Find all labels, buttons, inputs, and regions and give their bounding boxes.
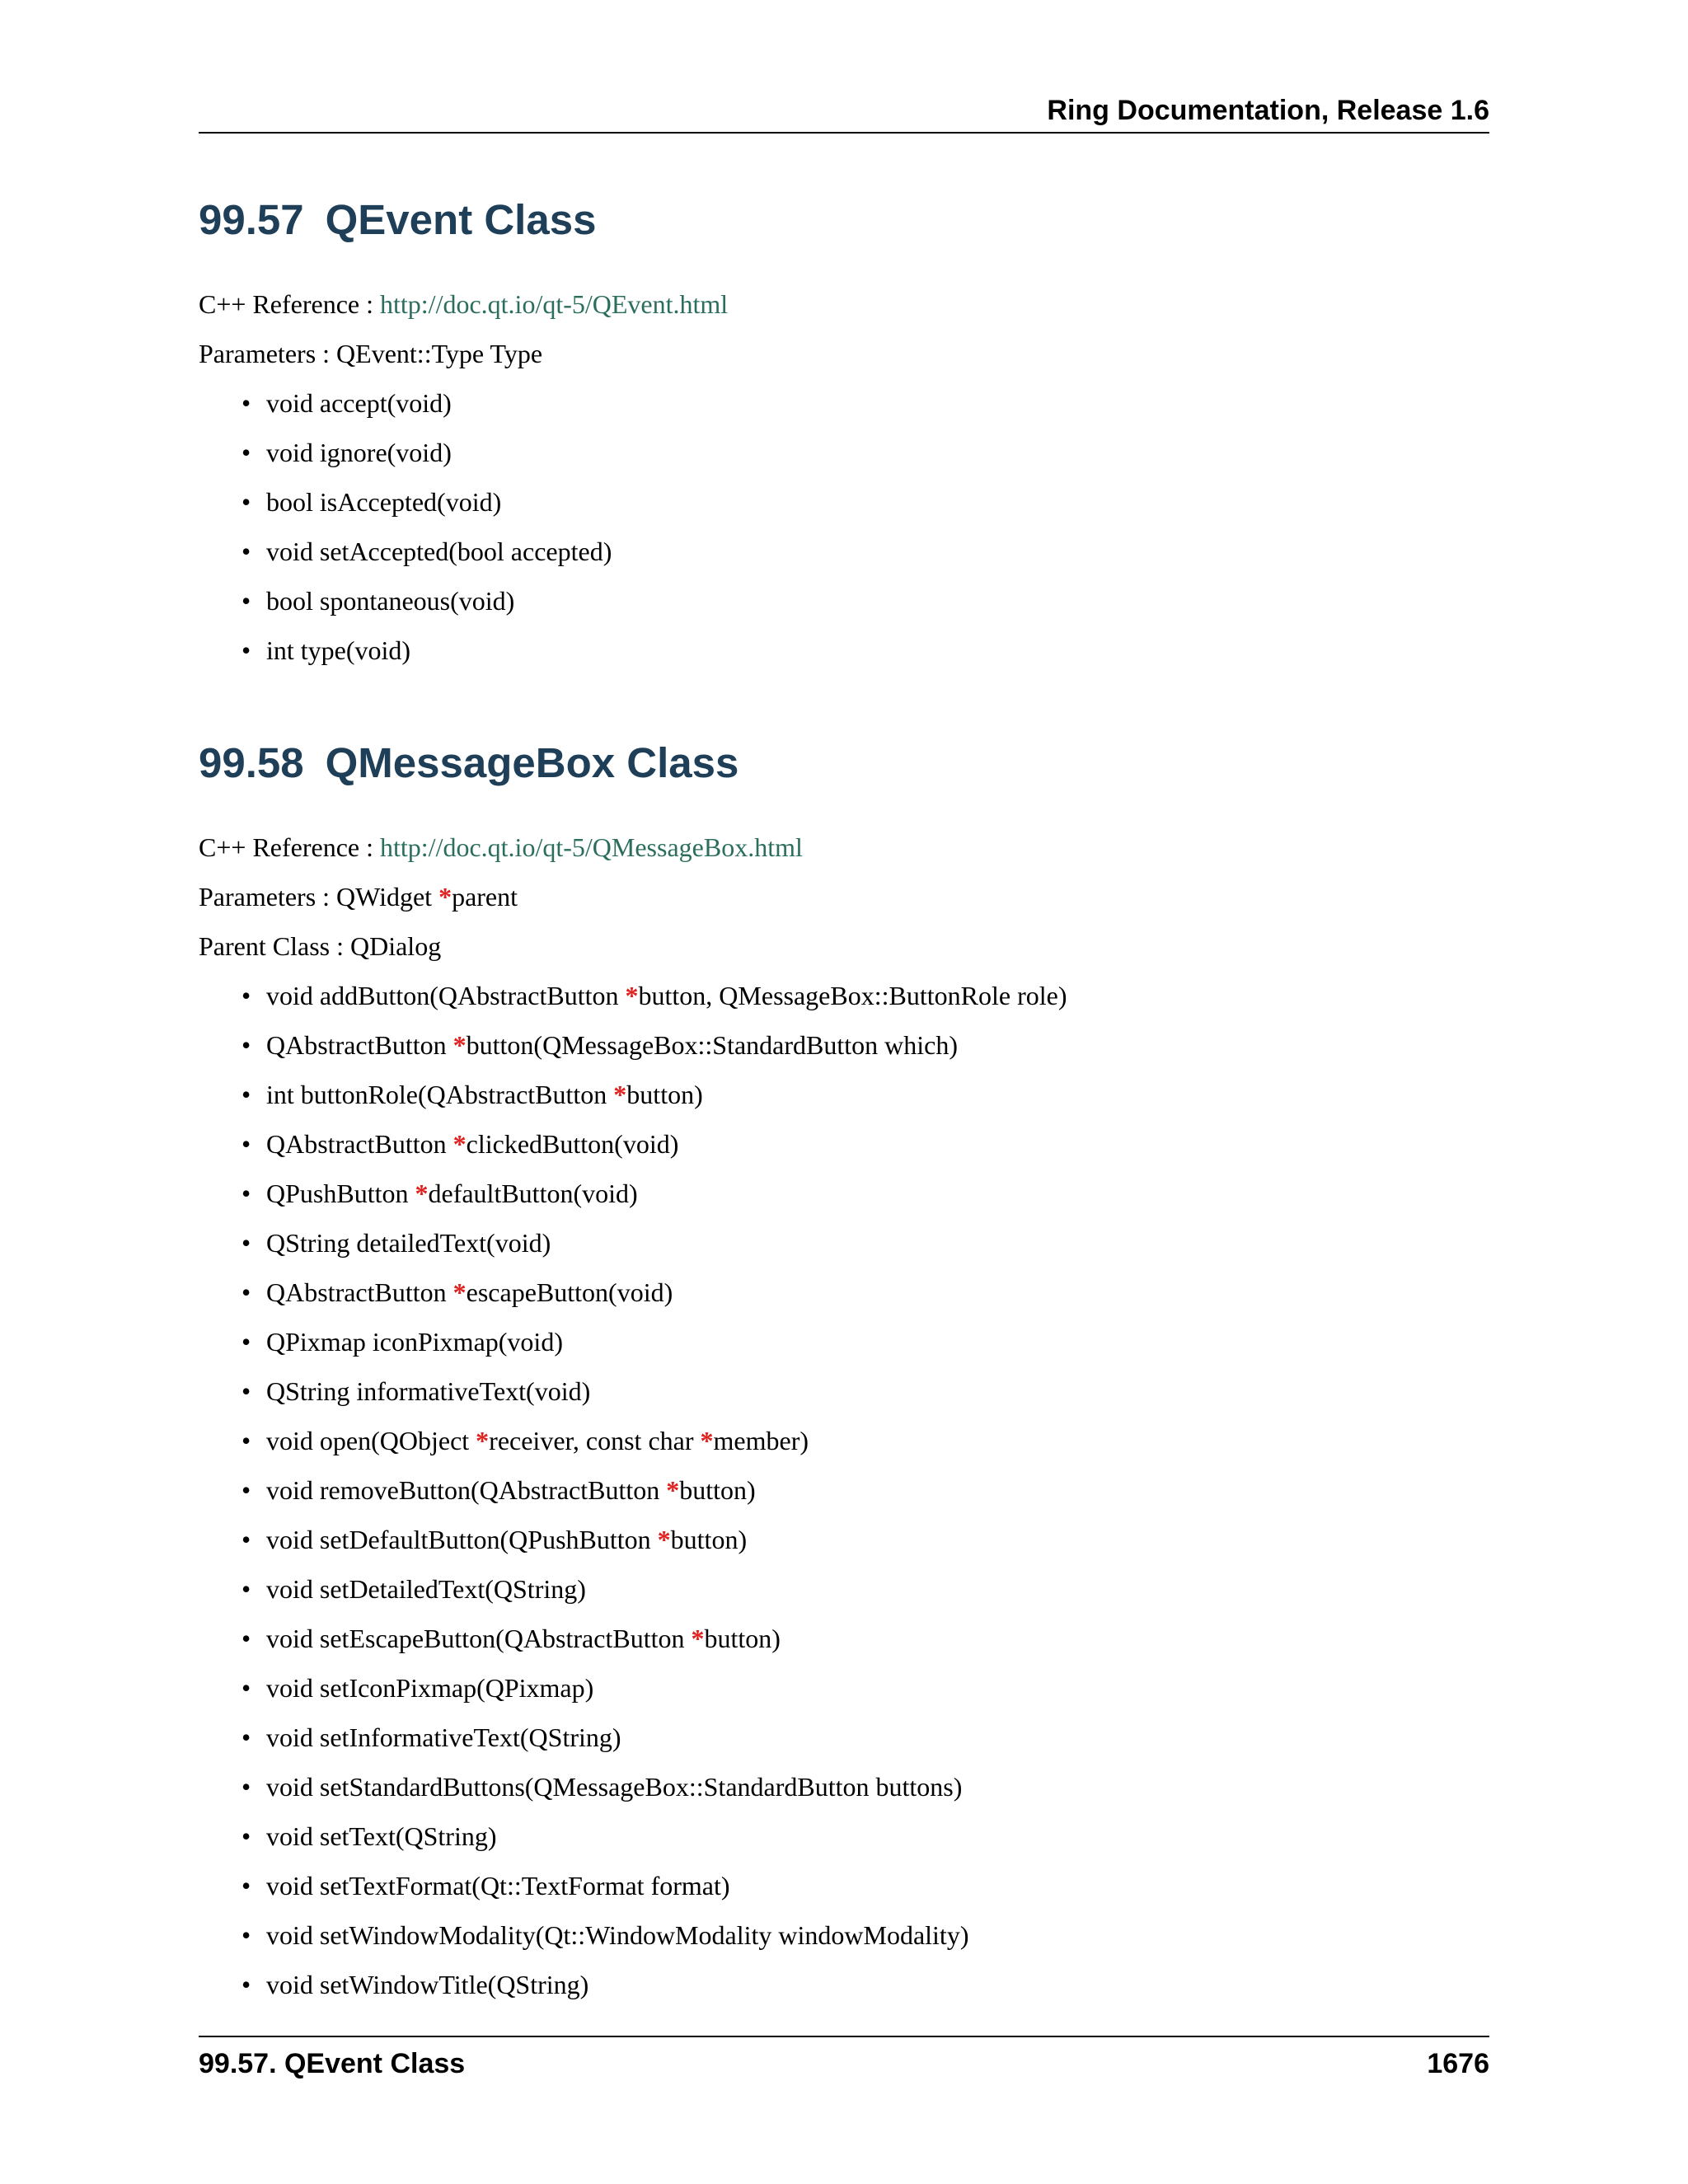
section-qevent (199, 185, 1489, 675)
method-text: QPushButton (266, 1179, 415, 1208)
method-item (266, 1515, 1489, 1564)
method-text: button(QMessageBox::StandardButton which) (466, 1030, 959, 1060)
method-text: clickedButton(void) (466, 1129, 679, 1159)
method-item (266, 1465, 1489, 1515)
method-text: void setInformativeText(QString) (266, 1722, 621, 1752)
method-text: bool isAccepted(void) (266, 487, 502, 517)
method-text: button, QMessageBox::ButtonRole role) (638, 981, 1067, 1010)
method-item (266, 1910, 1489, 1960)
method-text: void setAccepted(bool accepted) (266, 537, 612, 566)
method-text: void setWindowTitle(QString) (266, 1970, 589, 1999)
method-item (266, 428, 1489, 477)
method-text: bool spontaneous(void) (266, 586, 515, 616)
parameters-type: QWidget (336, 882, 439, 912)
section-number: 99.57 (199, 196, 304, 243)
method-item (266, 576, 1489, 626)
pointer-star: * (666, 1475, 680, 1505)
pointer-star: * (691, 1624, 705, 1653)
section-heading (199, 185, 1489, 255)
parameters-name: parent (452, 882, 518, 912)
pointer-star: * (452, 1030, 467, 1060)
method-text: void setWindowModality(Qt::WindowModality windowModality) (266, 1920, 969, 1950)
method-item (266, 1366, 1489, 1416)
method-text: QPixmap iconPixmap(void) (266, 1327, 563, 1357)
cpp-reference (199, 279, 1489, 329)
section-title: QMessageBox Class (325, 739, 739, 786)
cpp-reference (199, 823, 1489, 872)
method-item (266, 1811, 1489, 1861)
pointer-star: * (438, 882, 452, 912)
pointer-star: * (452, 1277, 467, 1307)
header-title: Ring Documentation, Release 1.6 (1047, 95, 1489, 126)
parent-class-label: Parent Class : (199, 931, 350, 961)
reference-link[interactable]: http://doc.qt.io/qt-5/QMessageBox.html (380, 832, 803, 862)
method-item (266, 1268, 1489, 1317)
method-text: void ignore(void) (266, 438, 452, 467)
method-item (266, 1169, 1489, 1218)
section-qmessagebox (199, 729, 1489, 2009)
method-item (266, 1020, 1489, 1070)
method-text: void setTextFormat(Qt::TextFormat format) (266, 1871, 730, 1900)
method-text: void open(QObject (266, 1426, 476, 1455)
page-header (199, 92, 1489, 134)
method-item (266, 1416, 1489, 1465)
method-item (266, 378, 1489, 428)
method-item (266, 1713, 1489, 1762)
method-text: defaultButton(void) (428, 1179, 638, 1208)
method-item (266, 527, 1489, 576)
section-heading (199, 729, 1489, 798)
pointer-star: * (476, 1426, 490, 1455)
method-text: button) (670, 1525, 748, 1554)
method-text: void addButton(QAbstractButton (266, 981, 626, 1010)
method-item (266, 1070, 1489, 1119)
section-title: QEvent Class (325, 196, 597, 243)
reference-label: C++ Reference : (199, 289, 380, 319)
method-text: QAbstractButton (266, 1129, 453, 1159)
method-list (199, 971, 1489, 2009)
method-text: QAbstractButton (266, 1277, 453, 1307)
method-text: QAbstractButton (266, 1030, 453, 1060)
method-text: button) (704, 1624, 781, 1653)
pointer-star: * (415, 1179, 429, 1208)
method-text: button) (679, 1475, 756, 1505)
parameters-value: QEvent::Type Type (336, 339, 543, 368)
method-item (266, 1614, 1489, 1663)
method-text: void setIconPixmap(QPixmap) (266, 1673, 594, 1703)
section-number: 99.58 (199, 739, 304, 786)
pointer-star: * (700, 1426, 714, 1455)
method-text: member) (713, 1426, 809, 1455)
method-item (266, 477, 1489, 527)
pointer-star: * (625, 981, 639, 1010)
parameters (199, 872, 1489, 921)
parent-class (199, 921, 1489, 971)
method-text: void accept(void) (266, 388, 452, 418)
method-item (266, 1762, 1489, 1811)
method-text: void setText(QString) (266, 1821, 497, 1851)
method-item (266, 1564, 1489, 1614)
method-item (266, 626, 1489, 675)
reference-label: C++ Reference : (199, 832, 380, 862)
pointer-star: * (452, 1129, 467, 1159)
main-content (199, 185, 1489, 2009)
method-text: button) (626, 1080, 703, 1109)
method-item (266, 1119, 1489, 1169)
parent-class-value: QDialog (349, 931, 442, 961)
method-text: void setDefaultButton(QPushButton (266, 1525, 658, 1554)
page-footer (199, 2036, 1489, 2082)
pointer-star: * (613, 1080, 627, 1109)
page-number: 1676 (1427, 2048, 1489, 2079)
method-text: void removeButton(QAbstractButton (266, 1475, 667, 1505)
reference-link[interactable]: http://doc.qt.io/qt-5/QEvent.html (380, 289, 729, 319)
method-item (266, 1861, 1489, 1910)
pointer-star: * (657, 1525, 671, 1554)
method-text: QString informativeText(void) (266, 1376, 591, 1406)
method-text: int type(void) (266, 635, 411, 665)
method-item (266, 1218, 1489, 1268)
method-item (266, 1960, 1489, 2009)
method-list (199, 378, 1489, 675)
method-text: int buttonRole(QAbstractButton (266, 1080, 614, 1109)
method-text: void setDetailedText(QString) (266, 1574, 586, 1604)
method-text: QString detailedText(void) (266, 1228, 551, 1258)
method-text: void setEscapeButton(QAbstractButton (266, 1624, 692, 1653)
method-text: escapeButton(void) (466, 1277, 673, 1307)
method-item (266, 1317, 1489, 1366)
method-item (266, 971, 1489, 1020)
method-item (266, 1663, 1489, 1713)
footer-section-label: 99.57. QEvent Class (199, 2048, 466, 2079)
method-text: void setStandardButtons(QMessageBox::StandardButton buttons) (266, 1772, 963, 1802)
method-text: receiver, const char (489, 1426, 701, 1455)
parameters (199, 329, 1489, 378)
parameters-label: Parameters : (199, 339, 337, 368)
parameters-label: Parameters : (199, 882, 337, 912)
